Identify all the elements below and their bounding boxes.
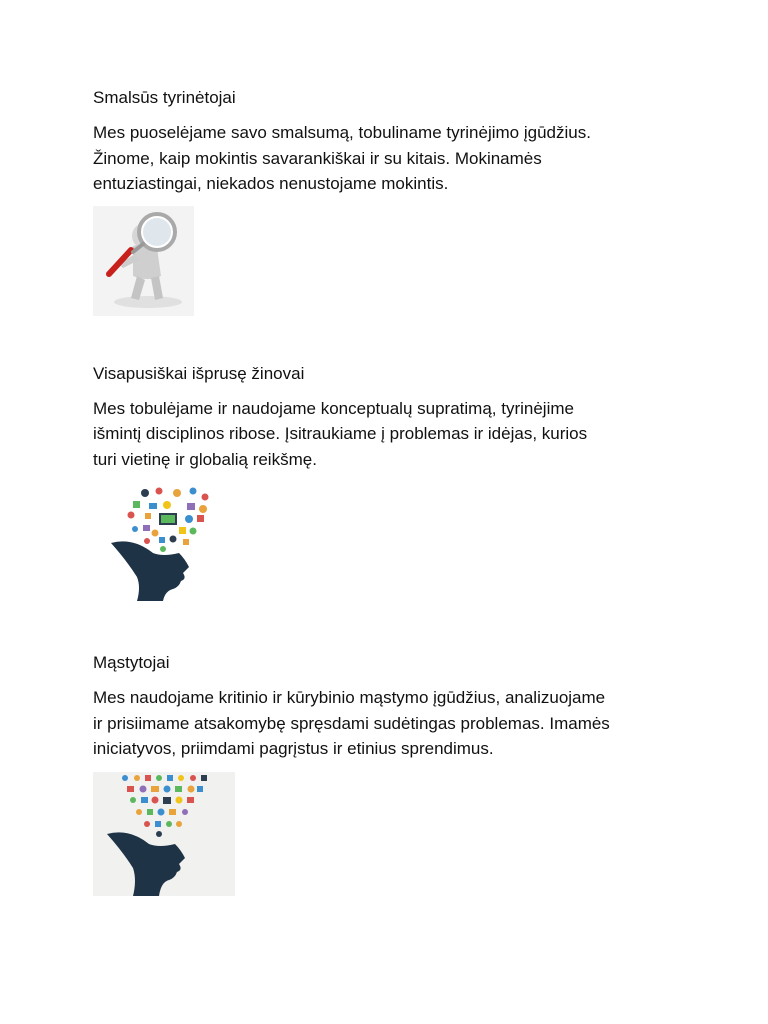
paragraph-line: Mes naudojame kritinio ir kūrybinio mąstymo įgūdžius, analizuojame: [93, 688, 606, 707]
paragraph-line: entuziastingai, niekados nenustojame mokintis.: [93, 174, 449, 193]
paragraph-line: iniciatyvos, priimdami pagrįstus ir etinius sprendimus.: [93, 739, 494, 758]
head-with-ideas-icon: [93, 772, 235, 896]
paragraph-line: Mes puoselėjame savo smalsumą, tobuliname tyrinėjimo įgūdžius.: [93, 123, 591, 142]
section-paragraph: [93, 120, 693, 197]
section-heading: Smalsūs tyrinėtojai: [93, 88, 236, 107]
section-knowledgeable: [93, 362, 693, 604]
paragraph-line: turi vietinę ir globalią reikšmę.: [93, 449, 317, 469]
section-thinkers: [93, 651, 693, 896]
paragraph-line: Mes tobulėjame ir naudojame konceptualų supratimą, tyrinėjime: [93, 398, 574, 418]
paragraph-line: išmintį disciplinos ribose. Įsitraukiame į problemas ir idėjas, kurios: [93, 424, 588, 443]
document-page: [93, 86, 693, 896]
section-paragraph: [93, 396, 693, 473]
paragraph-line: Žinome, kaip mokintis savarankiškai ir su kitais. Mokinamės: [93, 148, 542, 168]
section-heading: Mąstytojai: [93, 653, 170, 672]
head-with-ideas-icon: [93, 483, 235, 603]
magnifying-glass-figure-icon: [93, 206, 194, 316]
section-curious-explorers: [93, 86, 693, 316]
section-heading: Visapusiškai išprusę žinovai: [93, 363, 305, 383]
paragraph-line: ir prisiimame atsakomybę spręsdami sudėtingas problemas. Imamės: [93, 713, 610, 733]
section-paragraph: [93, 685, 693, 762]
